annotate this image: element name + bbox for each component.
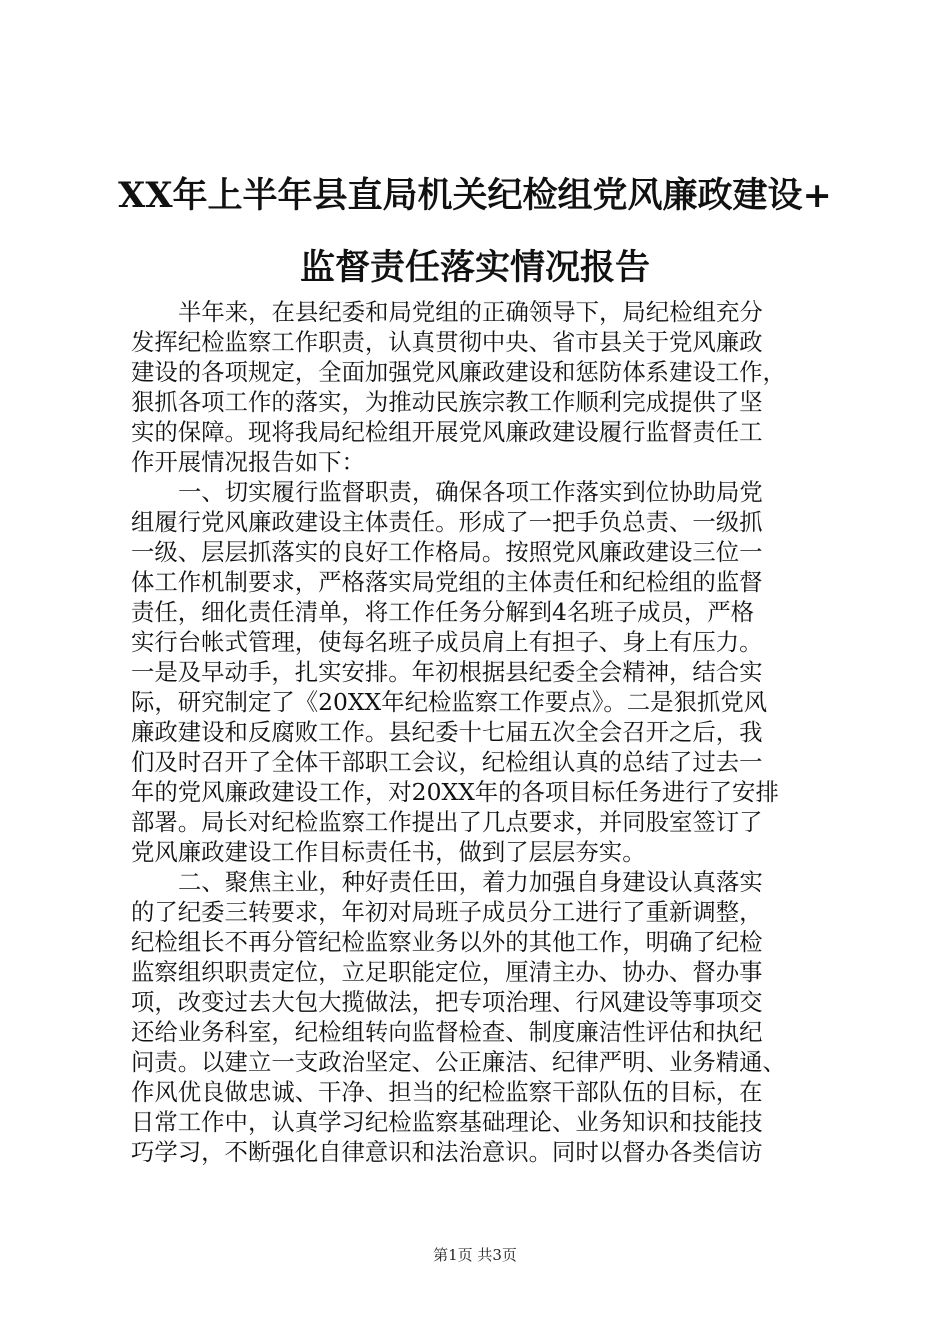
document-title bbox=[100, 160, 850, 304]
paragraph-line: 发挥纪检监察工作职责，认真贯彻中央、省市县关于党风廉政 bbox=[131, 328, 763, 356]
page-footer: 第1页 共3页 bbox=[433, 1246, 517, 1264]
paragraph-line: 一、切实履行监督职责，确保各项工作落实到位协助局党 bbox=[178, 478, 763, 506]
paragraph-line: 狠抓各项工作的落实，为推动民族宗教工作顺利完成提供了坚 bbox=[131, 388, 763, 416]
paragraph-line: 际，研究制定了《20XX年纪检监察工作要点》。二是狠抓党风 bbox=[131, 688, 768, 716]
paragraph-line: 一是及早动手，扎实安排。年初根据县纪委全会精神，结合实 bbox=[131, 658, 763, 686]
paragraph-line: 作风优良做忠诚、干净、担当的纪检监察干部队伍的目标，在 bbox=[131, 1078, 763, 1106]
paragraph-line: 一级、层层抓落实的良好工作格局。按照党风廉政建设三位一 bbox=[131, 538, 763, 566]
paragraph-line: 部署。局长对纪检监察工作提出了几点要求，并同股室签订了 bbox=[131, 808, 763, 836]
paragraph-line: 实的保障。现将我局纪检组开展党风廉政建设履行监督责任工 bbox=[131, 418, 763, 446]
title-line-1: XX年上半年县直局机关纪检组党风廉政建设+ bbox=[118, 175, 832, 216]
paragraph-line: 巧学习，不断强化自律意识和法治意识。同时以督办各类信访 bbox=[131, 1138, 763, 1166]
paragraph-line: 半年来，在县纪委和局党组的正确领导下，局纪检组充分 bbox=[178, 298, 763, 326]
paragraph-line: 作开展情况报告如下： bbox=[131, 448, 365, 476]
paragraph-line: 项，改变过去大包大揽做法，把专项治理、行风建设等事项交 bbox=[131, 988, 763, 1016]
paragraph-line: 的了纪委三转要求，年初对局班子成员分工进行了重新调整， bbox=[131, 898, 763, 926]
paragraph-line: 二、聚焦主业，种好责任田，着力加强自身建设认真落实 bbox=[178, 868, 763, 896]
paragraph-line: 纪检组长不再分管纪检监察业务以外的其他工作，明确了纪检 bbox=[131, 928, 763, 956]
paragraph-line: 组履行党风廉政建设主体责任。形成了一把手负总责、一级抓 bbox=[131, 508, 763, 536]
paragraph-line: 建设的各项规定，全面加强党风廉政建设和惩防体系建设工作， bbox=[131, 358, 786, 386]
paragraph-line: 党风廉政建设工作目标责任书，做到了层层夯实。 bbox=[131, 838, 646, 866]
paragraph-line: 问责。以建立一支政治坚定、公正廉洁、纪律严明、业务精通、 bbox=[131, 1048, 786, 1076]
paragraph-line: 监察组织职责定位，立足职能定位，厘清主办、协办、督办事 bbox=[131, 958, 763, 986]
paragraph-line: 责任，细化责任清单，将工作任务分解到4名班子成员，严格 bbox=[131, 598, 755, 626]
paragraph-line: 实行台帐式管理，使每名班子成员肩上有担子、身上有压力。 bbox=[131, 628, 763, 656]
paragraph-line: 们及时召开了全体干部职工会议，纪检组认真的总结了过去一 bbox=[131, 748, 763, 776]
paragraph-line: 体工作机制要求，严格落实局党组的主体责任和纪检组的监督 bbox=[131, 568, 763, 596]
paragraph-line: 日常工作中，认真学习纪检监察基础理论、业务知识和技能技 bbox=[131, 1108, 763, 1136]
document-body bbox=[131, 297, 831, 1167]
paragraph-line: 年的党风廉政建设工作，对20XX年的各项目标任务进行了安排 bbox=[131, 778, 779, 806]
paragraph-line: 廉政建设和反腐败工作。县纪委十七届五次全会召开之后，我 bbox=[131, 718, 763, 746]
paragraph-line: 还给业务科室，纪检组转向监督检查、制度廉洁性评估和执纪 bbox=[131, 1018, 763, 1046]
title-line-2: 监督责任落实情况报告 bbox=[299, 247, 650, 288]
